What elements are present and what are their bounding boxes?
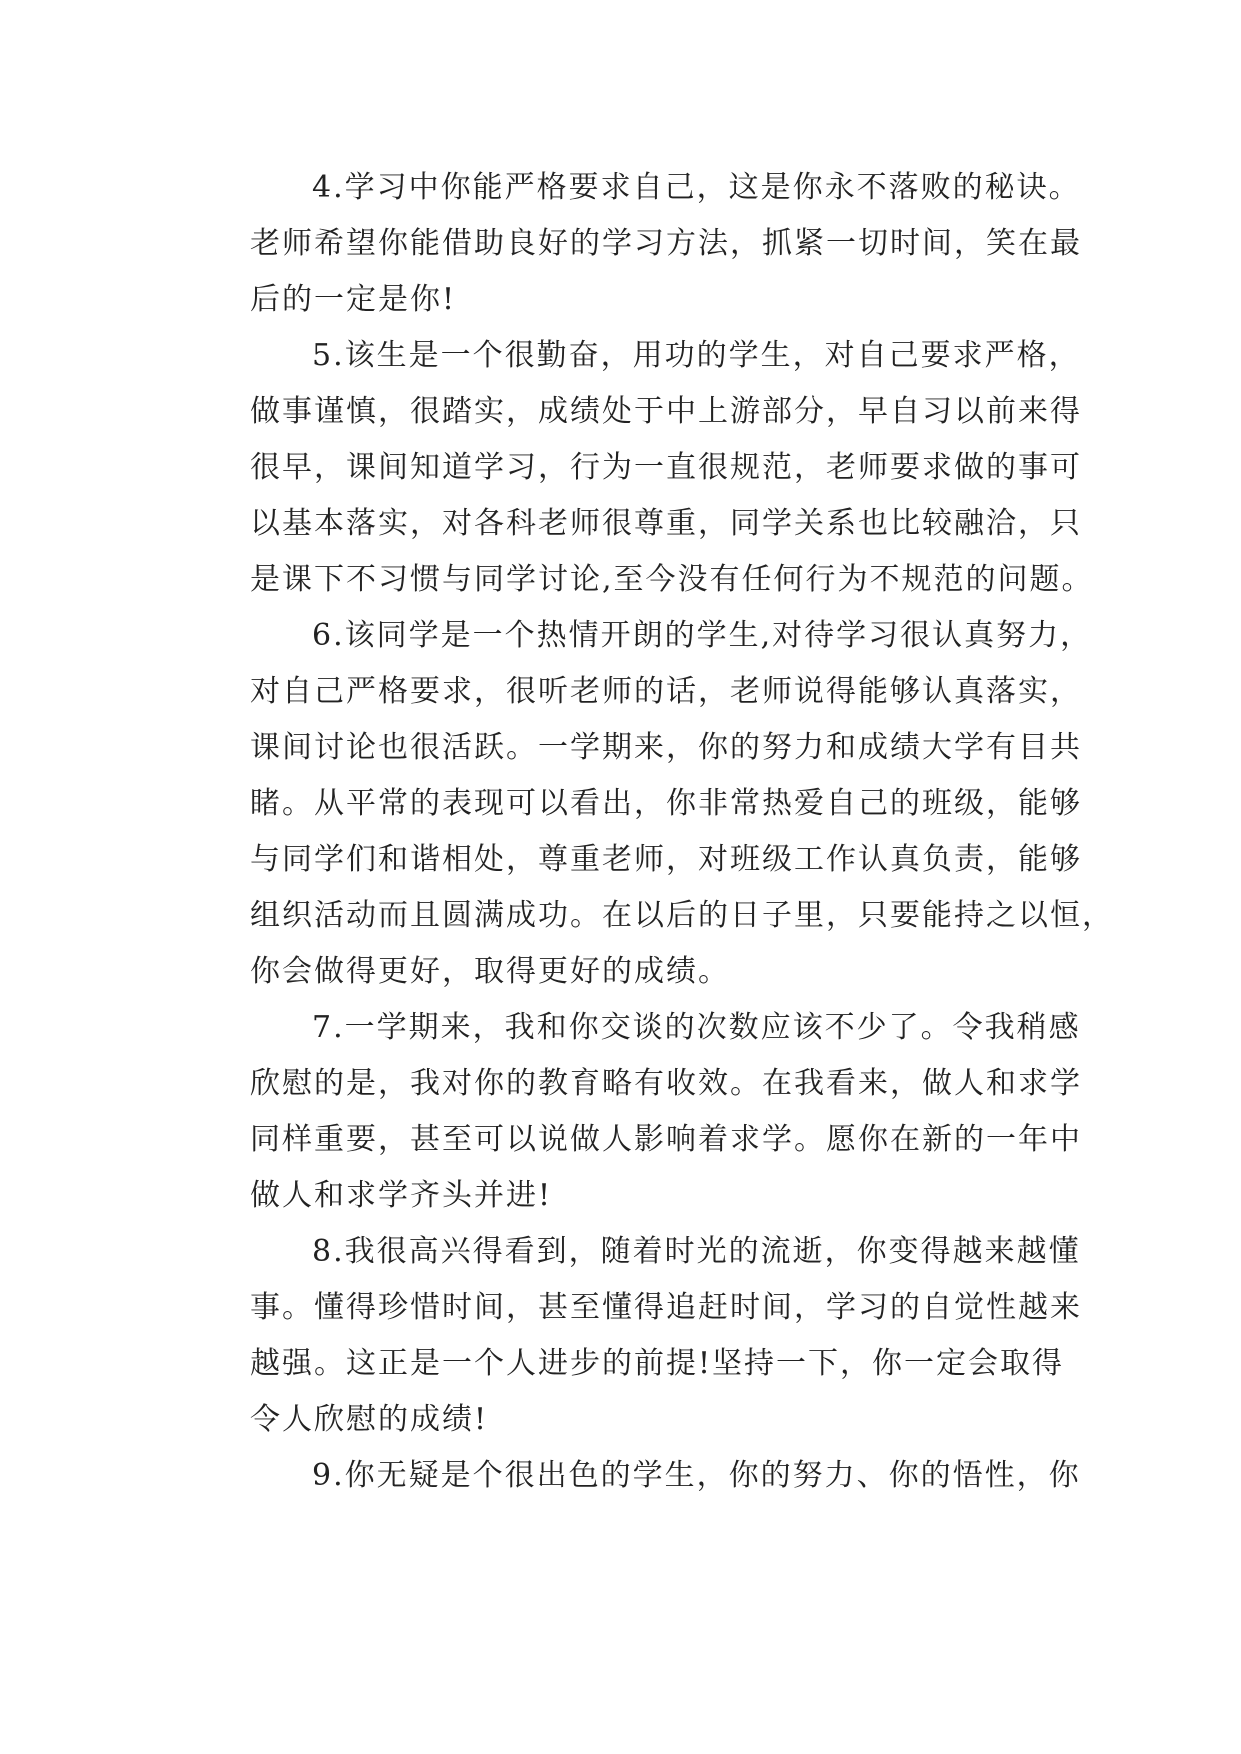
text-line: 越强。这正是一个人进步的前提!坚持一下，你一定会取得 bbox=[250, 1346, 1065, 1381]
paragraph-9 bbox=[188, 1448, 1081, 1504]
text-line: 欣慰的是，我对你的教育略有收效。在我看来，做人和求学 bbox=[250, 1066, 1082, 1101]
text-line: 7.一学期来，我和你交谈的次数应该不少了。令我稍感 bbox=[312, 1010, 1081, 1045]
text-line: 以基本落实，对各科老师很尊重，同学关系也比较融洽，只 bbox=[250, 506, 1082, 541]
paragraph-5 bbox=[188, 328, 1094, 608]
paragraph-4 bbox=[188, 160, 1082, 328]
text-line: 9.你无疑是个很出色的学生，你的努力、你的悟性，你 bbox=[312, 1458, 1081, 1493]
text-line: 后的一定是你! bbox=[250, 282, 457, 317]
text-line: 组织活动而且圆满成功。在以后的日子里，只要能持之以恒， bbox=[250, 898, 1114, 933]
text-line: 4.学习中你能严格要求自己，这是你永不落败的秘诀。 bbox=[312, 170, 1081, 205]
text-line: 很早，课间知道学习，行为一直很规范，老师要求做的事可 bbox=[250, 450, 1082, 485]
text-line: 睹。从平常的表现可以看出，你非常热爱自己的班级，能够 bbox=[250, 786, 1082, 821]
text-line: 老师希望你能借助良好的学习方法，抓紧一切时间，笑在最 bbox=[250, 226, 1082, 261]
paragraph-8 bbox=[188, 1224, 1082, 1448]
document-body bbox=[188, 160, 1114, 1504]
text-line: 令人欣慰的成绩! bbox=[250, 1402, 489, 1437]
text-line: 5.该生是一个很勤奋，用功的学生，对自己要求严格， bbox=[312, 338, 1081, 373]
text-line: 对自己严格要求，很听老师的话，老师说得能够认真落实， bbox=[250, 674, 1082, 709]
text-line: 事。懂得珍惜时间，甚至懂得追赶时间，学习的自觉性越来 bbox=[250, 1290, 1082, 1325]
paragraph-6 bbox=[188, 608, 1114, 1000]
text-line: 8.我很高兴得看到，随着时光的流逝，你变得越来越懂 bbox=[312, 1234, 1081, 1269]
text-line: 同样重要，甚至可以说做人影响着求学。愿你在新的一年中 bbox=[250, 1122, 1082, 1157]
text-line: 是课下不习惯与同学讨论,至今没有任何行为不规范的问题。 bbox=[250, 562, 1094, 597]
text-line: 与同学们和谐相处，尊重老师，对班级工作认真负责，能够 bbox=[250, 842, 1082, 877]
paragraph-7 bbox=[188, 1000, 1082, 1224]
text-line: 6.该同学是一个热情开朗的学生,对待学习很认真努力， bbox=[312, 618, 1093, 653]
text-line: 做人和求学齐头并进! bbox=[250, 1178, 553, 1213]
text-line: 课间讨论也很活跃。一学期来，你的努力和成绩大学有目共 bbox=[250, 730, 1082, 765]
text-line: 你会做得更好，取得更好的成绩。 bbox=[250, 954, 730, 989]
text-line: 做事谨慎，很踏实，成绩处于中上游部分，早自习以前来得 bbox=[250, 394, 1082, 429]
